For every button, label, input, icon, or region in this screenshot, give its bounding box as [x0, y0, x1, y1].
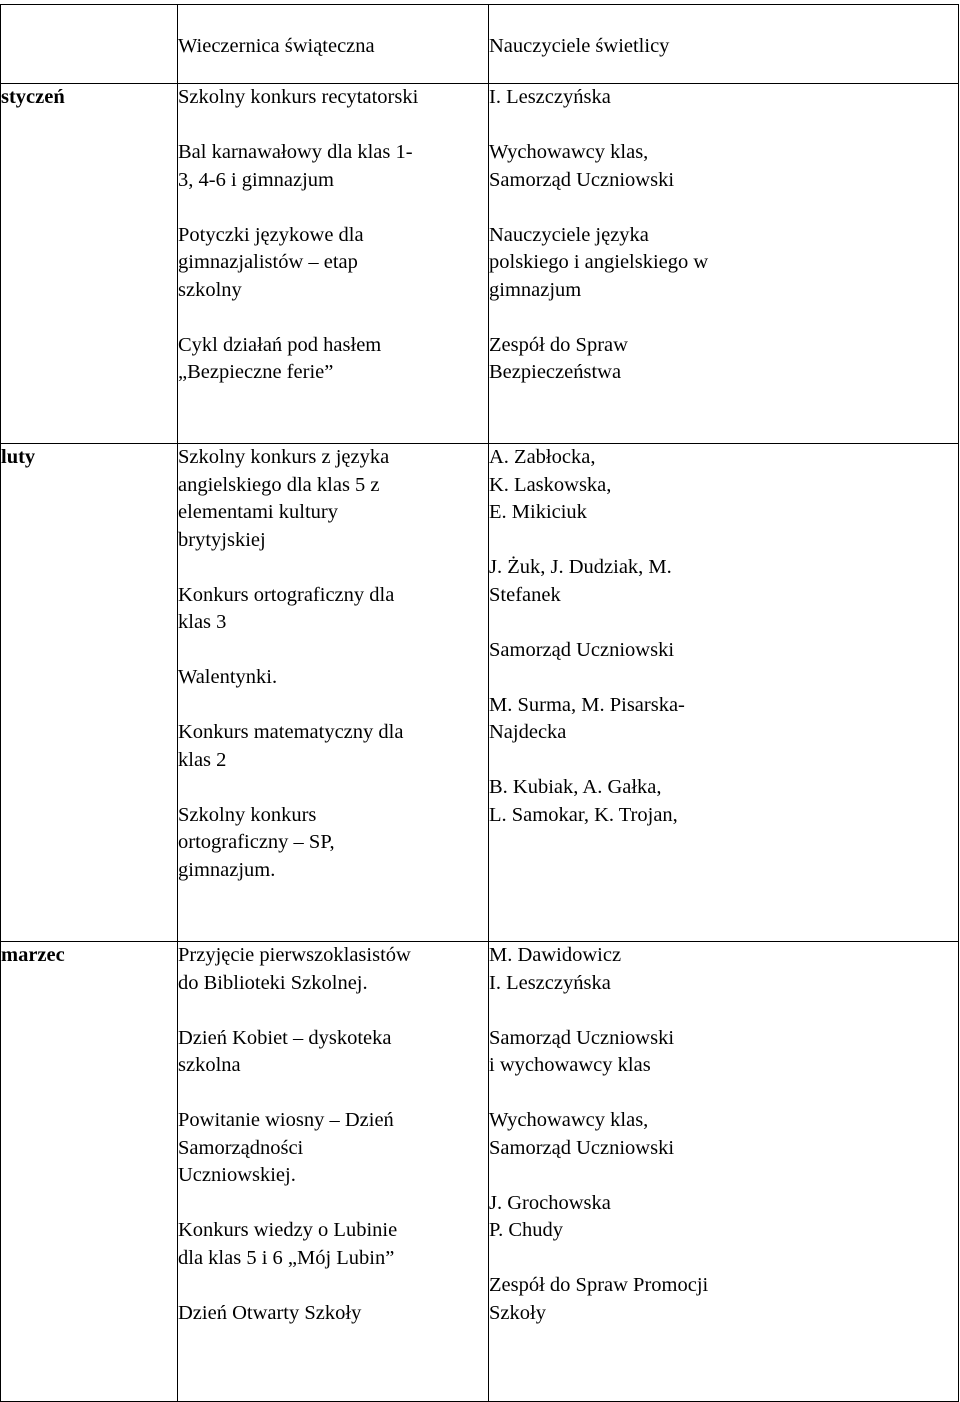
event-entry: Konkurs matematyczny dla klas 2: [178, 721, 404, 771]
responsible-entry: A. Zabłocka, K. Laskowska, E. Mikiciuk: [489, 446, 612, 523]
responsible-entry: B. Kubiak, A. Gałka, L. Samokar, K. Trojan,: [489, 776, 678, 826]
responsible-entry: M. Dawidowicz I. Leszczyńska: [489, 944, 622, 994]
event-entry: Wieczernica świąteczna: [178, 35, 375, 57]
event-entry: Potyczki językowe dla gimnazjalistów – etap szkolny: [178, 223, 364, 301]
responsible-cell: [489, 444, 959, 942]
event-entry: Szkolny konkurs recytatorski: [178, 86, 419, 108]
event-entry: Bal karnawałowy dla klas 1- 3, 4-6 i gimnazjum: [178, 141, 413, 191]
responsible-entry: Wychowawcy klas, Samorząd Uczniowski: [489, 1109, 675, 1159]
responsible-entry: Wychowawcy klas, Samorząd Uczniowski: [489, 141, 675, 191]
event-entry: Szkolny konkurs z języka angielskiego dla klas 5 z elementami kultury brytyjskiej: [178, 446, 390, 551]
responsible-entry: I. Leszczyńska: [489, 86, 611, 108]
responsible-entry: Zespół do Spraw Promocji Szkoły: [489, 1274, 709, 1324]
event-entry: Dzień Kobiet – dyskoteka szkolna: [178, 1026, 392, 1076]
responsible-entry: Nauczyciele świetlicy: [489, 35, 670, 57]
event-cell: [178, 444, 489, 942]
event-entry: Konkurs ortograficzny dla klas 3: [178, 583, 395, 633]
responsible-entry: Zespół do Spraw Bezpieczeństwa: [489, 333, 628, 383]
responsible-cell: [489, 5, 959, 84]
month-cell: marzec: [1, 942, 178, 1402]
event-entry: Walentynki.: [178, 666, 278, 688]
month-cell: styczeń: [1, 84, 178, 444]
responsible-cell: [489, 942, 959, 1402]
event-cell: [178, 84, 489, 444]
event-entry: Dzień Otwarty Szkoły: [178, 1301, 362, 1324]
event-entry: Powitanie wiosny – Dzień Samorządności Uczniowskiej.: [178, 1109, 394, 1186]
event-entry: Konkurs wiedzy o Lubinie dla klas 5 i 6 „Mój Lubin”: [178, 1219, 398, 1269]
event-cell: [178, 5, 489, 84]
month-cell: [1, 5, 178, 84]
event-cell: [178, 942, 489, 1402]
schedule-table: [0, 4, 959, 1402]
responsible-cell: [489, 84, 959, 444]
responsible-entry: J. Żuk, J. Dudziak, M. Stefanek: [489, 556, 672, 606]
table-row: [1, 5, 959, 84]
month-cell: luty: [1, 444, 178, 942]
table-row: [1, 444, 959, 942]
responsible-entry: J. Grochowska P. Chudy: [489, 1191, 611, 1241]
responsible-entry: Samorząd Uczniowski i wychowawcy klas: [489, 1026, 675, 1076]
responsible-entry: Nauczyciele języka polskiego i angielskiego w gimnazjum: [489, 223, 709, 301]
table-row: [1, 84, 959, 444]
event-entry: Szkolny konkurs ortograficzny – SP, gimnazjum.: [178, 803, 335, 881]
event-entry: Cykl działań pod hasłem „Bezpieczne ferie”: [178, 333, 382, 383]
table-row: [1, 942, 959, 1402]
responsible-entry: Samorząd Uczniowski: [489, 638, 675, 661]
responsible-entry: M. Surma, M. Pisarska- Najdecka: [489, 693, 685, 743]
event-entry: Przyjęcie pierwszoklasistów do Biblioteki Szkolnej.: [178, 944, 411, 994]
